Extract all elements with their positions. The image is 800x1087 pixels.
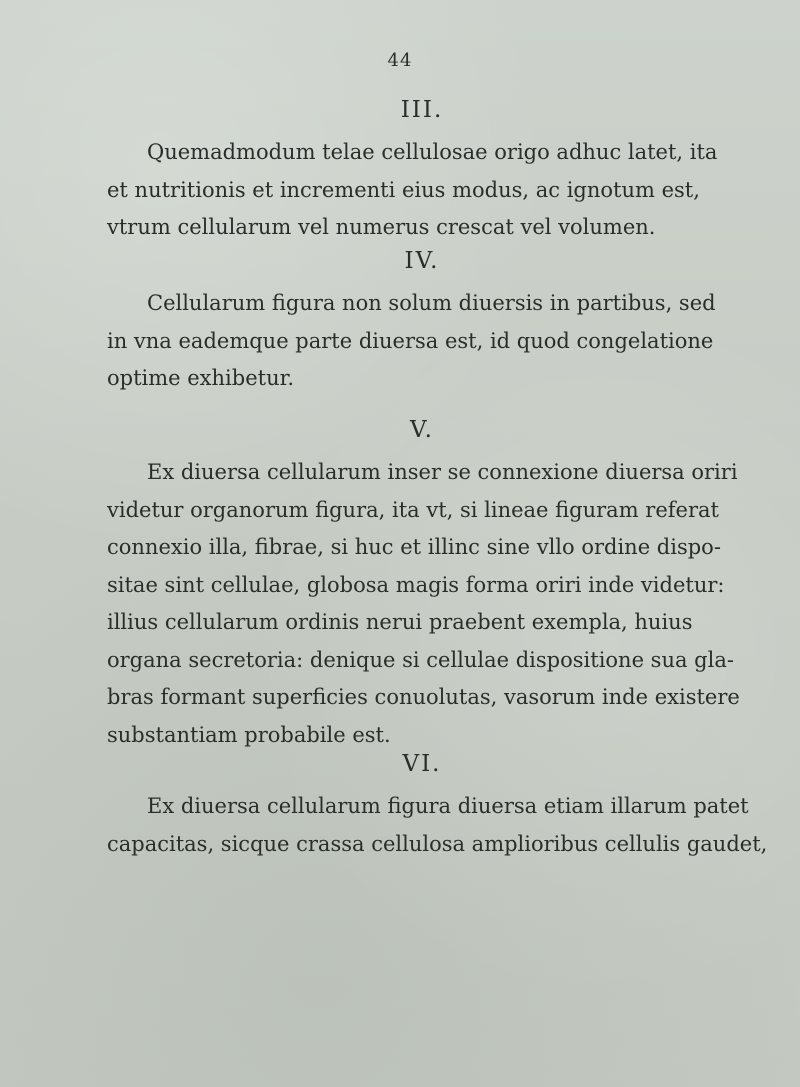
text-line: et nutritionis et incrementi eius modus, ac ignotum est, [107, 177, 700, 202]
text-line: capacitas, sicque crassa cellulosa amplioribus cellulis gaudet, [107, 831, 768, 856]
text-line: vtrum cellularum vel numerus crescat vel volumen. [107, 215, 656, 239]
text-line: bras formant superficies conuolutas, vasorum inde existere [107, 685, 740, 709]
section-iv [107, 243, 737, 398]
text-line: connexio illa, fibrae, si huc et illinc sine vllo ordine dispo- [107, 535, 721, 559]
section-v [107, 412, 740, 754]
text-line: sitae sint cellulae, globosa magis forma oriri inde videtur: [107, 572, 725, 597]
page-number: 44 [387, 50, 413, 71]
section-paragraph [107, 285, 737, 398]
text-line: Quemadmodum telae cellulosae origo adhuc latet, ita [147, 140, 718, 164]
text-line: organa secretoria: denique si cellulae dispositione sua gla- [107, 647, 734, 672]
section-numeral: V. [410, 417, 434, 443]
section-paragraph [107, 454, 740, 754]
section-numeral: IV. [404, 248, 440, 274]
section-numeral: VI. [402, 751, 442, 777]
text-line: in vna eademque parte diuersa est, id quod congelatione [107, 328, 714, 353]
section-paragraph [107, 134, 737, 247]
section-vi [107, 746, 768, 863]
text-line: Ex diuersa cellularum figura diuersa etiam illarum patet [147, 794, 749, 818]
text-line: videtur organorum figura, ita vt, si lineae figuram referat [107, 497, 719, 522]
section-iii [107, 92, 737, 247]
text-line: Cellularum figura non solum diuersis in partibus, sed [147, 291, 716, 315]
section-paragraph [107, 788, 768, 863]
text-line: illius cellularum ordinis nerui praebent exempla, huius [107, 610, 693, 634]
text-line: substantiam probabile est. [107, 722, 391, 747]
text-line: Ex diuersa cellularum inser se connexione diuersa oriri [147, 460, 738, 484]
section-numeral: III. [400, 97, 444, 123]
text-line: optime exhibetur. [107, 366, 295, 390]
